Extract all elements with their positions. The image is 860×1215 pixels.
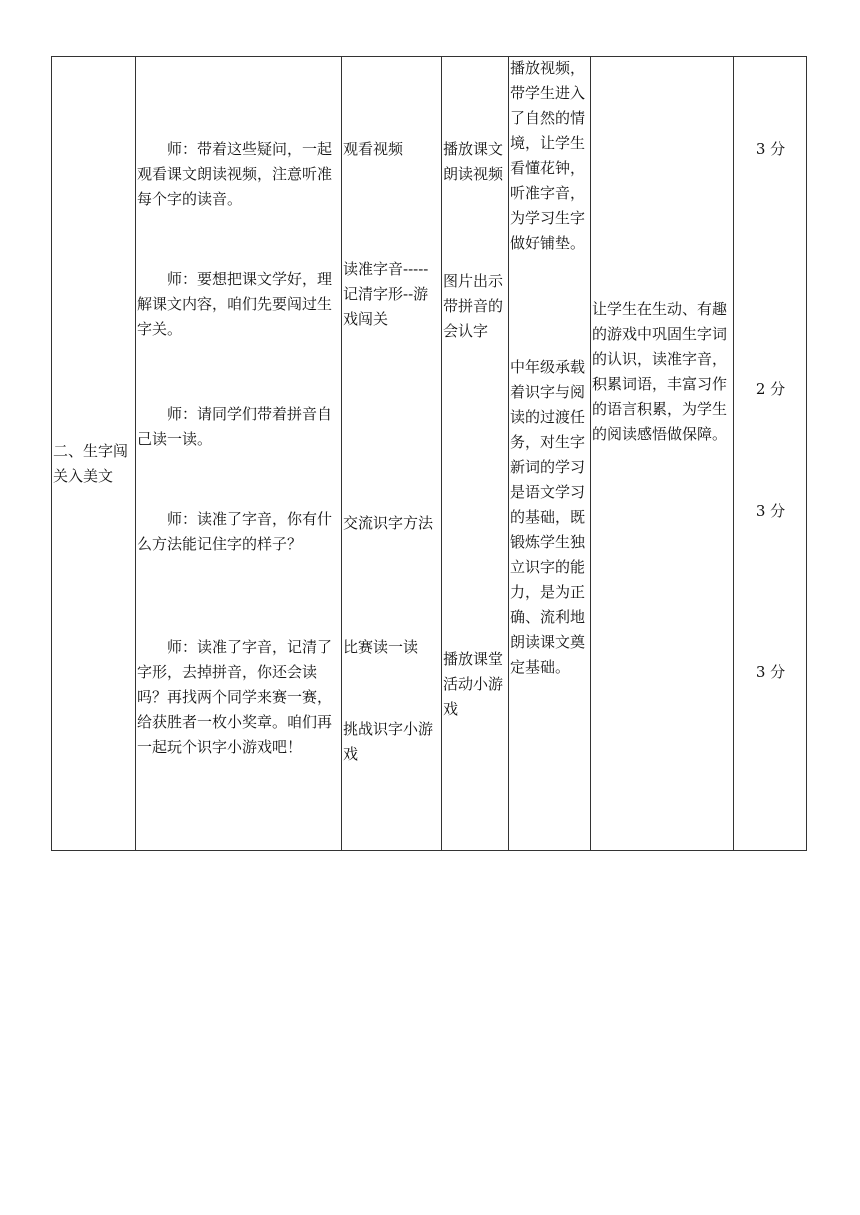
time-cell [734, 57, 807, 851]
time-4: 3 分 [755, 663, 786, 681]
section-cell [52, 57, 136, 851]
goal-text: 让学生在生动、有趣的游戏中巩固生字词的认识，读准字音，积累词语，丰富习作的语言积累，为学生的阅读感悟做保障。 [592, 300, 728, 443]
media-item-1: 播放课文朗读视频 [443, 140, 504, 183]
goal-cell [591, 57, 734, 851]
student-activity-2: 读准字音-----记清字形--游戏闯关 [343, 260, 429, 328]
time-1: 3 分 [755, 140, 786, 158]
section-title: 二、生字闯关入美文 [53, 442, 129, 485]
media-cell [442, 57, 509, 851]
student-activity-5: 挑战识字小游戏 [343, 720, 434, 763]
teacher-activity-cell [136, 57, 342, 851]
lesson-plan-table [51, 56, 807, 851]
design-intent-1: 播放视频，带学生进入了自然的情境，让学生看懂花钟，听准字音，为学习生字做好铺垫。 [510, 59, 586, 252]
teacher-paragraph-1: 师：带着这些疑问，一起观看课文朗读视频，注意听准每个字的读音。 [137, 140, 333, 208]
teacher-paragraph-4: 师：读准了字音，你有什么方法能记住字的样子？ [137, 510, 333, 553]
media-item-3: 播放课堂活动小游戏 [443, 650, 504, 718]
student-activity-4: 比赛读一读 [343, 638, 419, 656]
teacher-paragraph-3: 师：请同学们带着拼音自己读一读。 [137, 405, 333, 448]
design-intent-2: 中年级承载着识字与阅读的过渡任务，对生字新词的学习是语文学习的基础，既锻炼学生独立识字的能力，是为正确、流利地朗读课文奠定基础。 [510, 358, 586, 676]
teacher-paragraph-2: 师：要想把课文学好，理解课文内容，咱们先要闯过生字关。 [137, 270, 333, 338]
teacher-paragraph-5: 师：读准了字音，记清了字形，去掉拼音，你还会读吗？再找两个同学来赛一赛，给获胜者一枚小奖章。咱们再一起玩个识字小游戏吧！ [137, 638, 333, 756]
student-activity-1: 观看视频 [343, 140, 404, 158]
student-activity-3: 交流识字方法 [343, 514, 434, 532]
media-item-2: 图片出示带拼音的会认字 [443, 272, 504, 340]
time-2: 2 分 [755, 380, 786, 398]
time-3: 3 分 [755, 502, 786, 520]
design-intent-cell [509, 57, 591, 851]
student-activity-cell [342, 57, 442, 851]
